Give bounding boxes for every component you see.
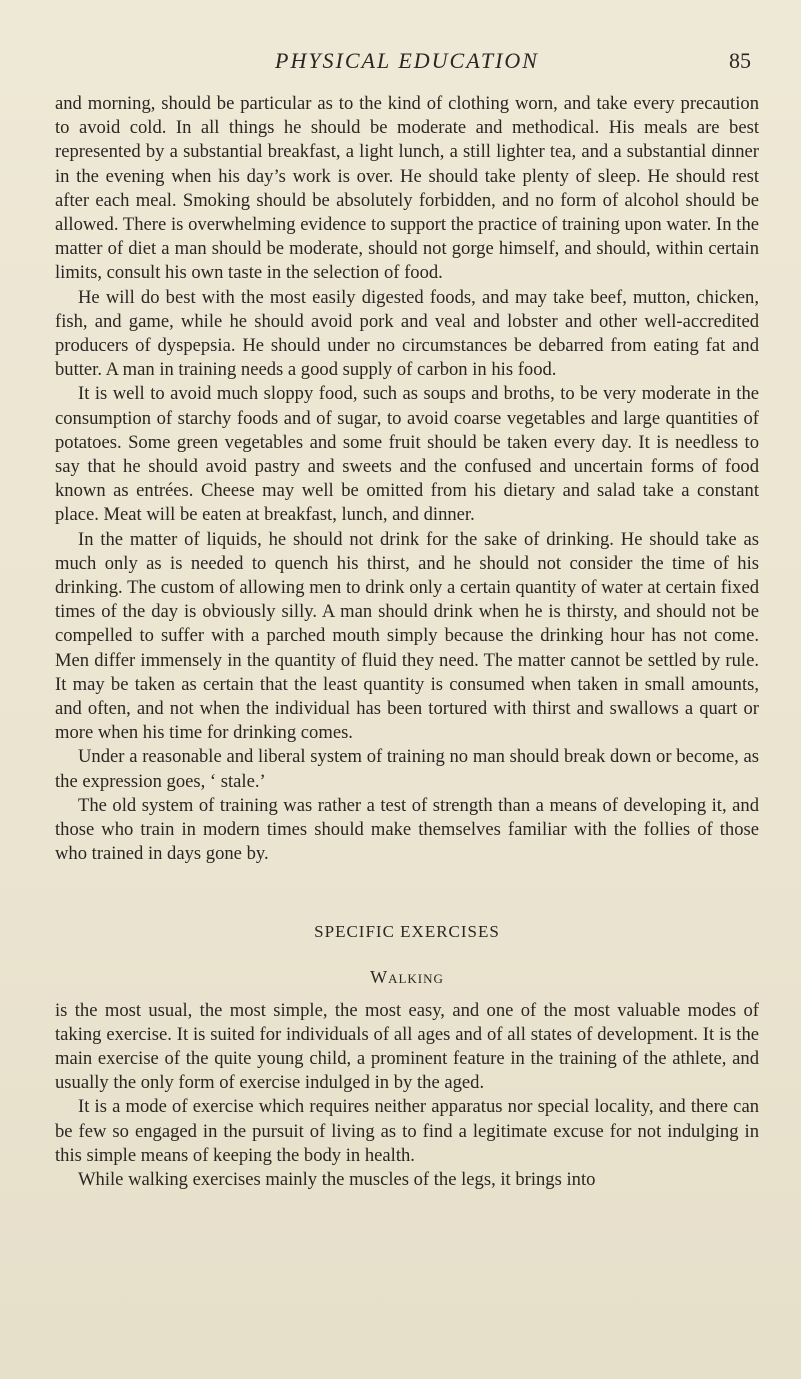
running-head xyxy=(55,48,759,78)
paragraph: It is a mode of exercise which requires neither apparatus nor special locality, and there can be few so engaged in the pursuit of living as to find a legitimate excuse for not indulging in this simple means of keeping the body in health. xyxy=(55,1096,759,1166)
body-text xyxy=(55,92,759,1192)
paragraph: It is well to avoid much sloppy food, such as soups and broths, to be very moderate in the consumption of starchy foods and of sugar, to avoid coarse vegetables and large quantities of potatoes. Some green vegetables and some fruit should be taken every day. It is needless to say that he should avoid pastry and sweets and the confused and uncertain forms of food known as entrées. Cheese may well be omitted from his dietary and salad take a constant place. Meat will be eaten at breakfast, lunch, and dinner. xyxy=(55,383,759,526)
paragraph: He will do best with the most easily digested foods, and may take beef, mutton, chicken, fish, and game, while he should avoid pork and veal and lobster and other well-accredited producers of dyspepsia. He should under no circumstances be debarred from eating fat and butter. A man in training needs a good supply of carbon in his food. xyxy=(55,286,759,381)
paragraph: is the most usual, the most simple, the most easy, and one of the most valuable modes of taking exercise. It is suited for individuals of all ages and of all states of development. It is the main exercise of the quite young child, a prominent feature in the training of the athlete, and usually the only form of exercise indulged in by the aged. xyxy=(55,999,759,1094)
paragraph: Under a reasonable and liberal system of training no man should break down or become, as the expression goes, ‘ stale.’ xyxy=(55,746,759,792)
paragraph: While walking exercises mainly the muscles of the legs, it brings into xyxy=(78,1168,596,1190)
sub-heading: Walking xyxy=(370,966,444,987)
paragraph: The old system of training was rather a test of strength than a means of developing it, and those who train in modern times should make themselves familiar with the follies of those who trained in days gone by. xyxy=(55,794,759,865)
running-title: PHYSICAL EDUCATION xyxy=(275,48,539,73)
section-heading: SPECIFIC EXERCISES xyxy=(314,921,500,941)
paragraph: In the matter of liquids, he should not drink for the sake of drinking. He should take as much only as is needed to quench his thirst, and he should not consider the time of his drinking. The custom of allowing men to drink only a certain quantity of water at certain fixed times of the day is obviously silly. A man should drink when he is thirsty, and should not be compelled to suffer with a parched mouth simply because the drinking hour has not come. Men differ immensely in the quantity of fluid they need. The matter cannot be settled by rule. It may be taken as certain that the least quantity is consumed when taken in small amounts, and often, and not when the individual has been tortured with thirst and swallows a quart or more when his time for drinking comes. xyxy=(55,528,759,744)
paragraph: and morning, should be particular as to the kind of clothing worn, and take every precaution to avoid cold. In all things he should be moderate and methodical. His meals are best represented by a substantial breakfast, a light lunch, a still lighter tea, and a substantial dinner in the evening when his day’s work is over. He should take plenty of sleep. He should rest after each meal. Smoking should be absolutely forbidden, and no form of alcohol should be allowed. There is overwhelming evidence to support the practice of training upon water. In the matter of diet a man should be moderate, should not gorge himself, and should, within certain limits, consult his own taste in the selection of food. xyxy=(55,93,759,284)
page-number: 85 xyxy=(729,48,751,73)
